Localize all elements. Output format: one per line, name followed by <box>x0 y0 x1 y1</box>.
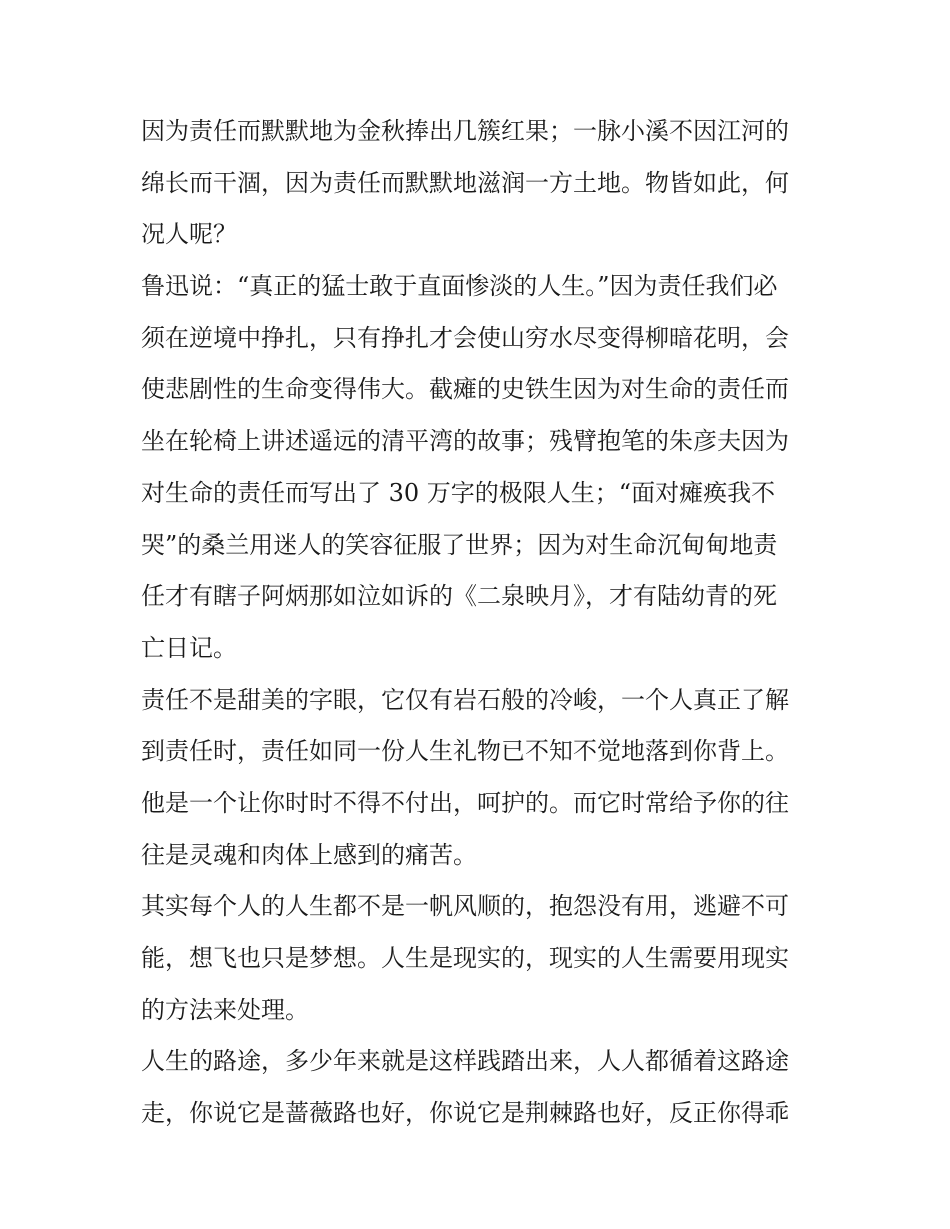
text-line: 走，你说它是蔷薇路也好，你说它是荆棘路也好，反正你得乖 <box>141 1099 789 1128</box>
document-body <box>141 106 811 1140</box>
text-line: 到责任时，责任如同一份人生礼物已不知不觉地落到你背上。 <box>141 737 789 766</box>
text-line: 的方法来处理。 <box>141 995 309 1024</box>
text-line: 人生的路途，多少年来就是这样践踏出来，人人都循着这路途 <box>141 1047 789 1076</box>
text-line: 因为责任而默默地为金秋捧出几簇红果；一脉小溪不因江河的 <box>141 117 789 145</box>
text-line: 能，想飞也只是梦想。人生是现实的，现实的人生需要用现实 <box>141 944 789 972</box>
text-line: 责任不是甜美的字眼，它仅有岩石般的冷峻，一个人真正了解 <box>141 685 789 714</box>
text-line: 哭”的桑兰用迷人的笑容征服了世界；因为对生命沉甸甸地责 <box>141 530 778 559</box>
text-line: 鲁迅说：“真正的猛士敢于直面惨淡的人生。”因为责任我们必 <box>141 272 778 301</box>
text-line: 绵长而干涸，因为责任而默默地滋润一方土地。物皆如此，何 <box>141 168 789 197</box>
text-line: 往是灵魂和肉体上感到的痛苦。 <box>141 840 477 869</box>
text-line: 况人呢？ <box>141 220 237 249</box>
text-line: 任才有瞎子阿炳那如泣如诉的《二泉映月》，才有陆幼青的死 <box>141 582 777 611</box>
text-line: 须在逆境中挣扎，只有挣扎才会使山穷水尽变得柳暗花明，会 <box>141 323 789 352</box>
text-line: 坐在轮椅上讲述遥远的清平湾的故事；残臂抱笔的朱彦夫因为 <box>141 427 789 456</box>
text-line: 其实每个人的人生都不是一帆风顺的，抱怨没有用，逃避不可 <box>141 892 789 921</box>
text-line: 使悲剧性的生命变得伟大。截瘫的史铁生因为对生命的责任而 <box>141 375 789 404</box>
text-line: 亡日记。 <box>141 633 237 662</box>
text-line: 他是一个让你时时不得不付出，呵护的。而它时常给予你的往 <box>141 788 789 817</box>
text-line: 对生命的责任而写出了 30 万字的极限人生；“面对瘫痪我不 <box>141 478 776 507</box>
